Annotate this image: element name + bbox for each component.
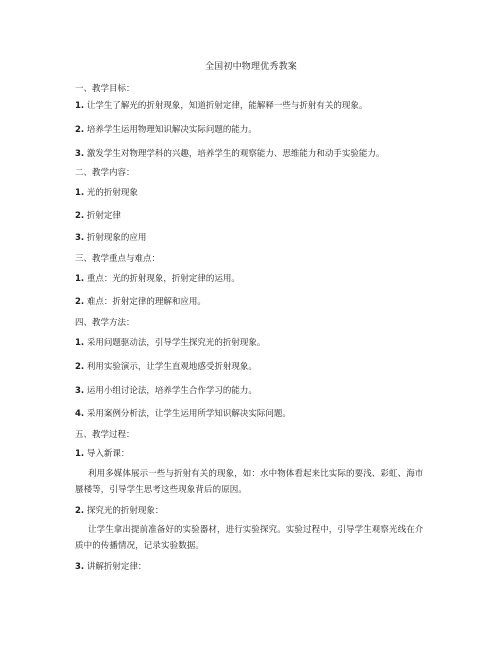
item-number: 2. bbox=[75, 211, 85, 221]
item-number: 1. bbox=[75, 188, 85, 198]
list-item bbox=[75, 408, 291, 420]
section-heading-key-points: 三、教学重点与难点： bbox=[75, 254, 161, 264]
paragraph-intro: 利用多媒体展示一些与折射有关的现象，如：水中物体看起来比实际的要浅、彩虹、海市蜃楼等，引导学生思考这些现象背后的原因。 bbox=[75, 469, 424, 495]
item-text: 利用实验演示，让学生直观地感受折射现象。 bbox=[86, 362, 257, 372]
item-text: 让学生了解光的折射现象，知道折射定律，能解释一些与折射有关的现象。 bbox=[86, 101, 368, 111]
item-number: 4. bbox=[75, 409, 85, 419]
document-title: 全国初中物理优秀教案 bbox=[204, 62, 297, 72]
section-heading-objectives: 一、教学目标： bbox=[75, 84, 135, 94]
item-number: 3. bbox=[75, 386, 85, 396]
section-heading-process: 五、教学过程： bbox=[75, 430, 135, 440]
item-number: 2. bbox=[75, 506, 85, 516]
item-text: 采用问题驱动法，引导学生探究光的折射现象。 bbox=[86, 338, 266, 348]
section-heading-methods: 四、教学方法： bbox=[75, 318, 135, 328]
list-item bbox=[75, 505, 163, 517]
item-text: 折射定律 bbox=[86, 211, 121, 221]
list-item bbox=[75, 561, 146, 573]
item-text: 讲解折射定律： bbox=[86, 562, 147, 572]
item-text: 难点：折射定律的理解和应用。 bbox=[86, 297, 206, 307]
list-item bbox=[75, 448, 129, 460]
item-text: 激发学生对物理学科的兴趣，培养学生的观察能力、思维能力和动手实验能力。 bbox=[86, 149, 385, 159]
list-item bbox=[75, 124, 257, 136]
list-item bbox=[75, 210, 121, 222]
item-text: 重点：光的折射现象，折射定律的运用。 bbox=[86, 274, 240, 284]
item-number: 1. bbox=[75, 274, 85, 284]
list-item bbox=[75, 187, 138, 199]
item-number: 2. bbox=[75, 297, 85, 307]
item-text: 运用小组讨论法，培养学生合作学习的能力。 bbox=[86, 386, 257, 396]
item-text: 导入新课： bbox=[86, 449, 130, 459]
list-item bbox=[75, 296, 206, 308]
item-text: 光的折射现象 bbox=[86, 188, 138, 198]
item-text: 探究光的折射现象： bbox=[86, 506, 164, 516]
list-item bbox=[75, 148, 384, 160]
item-number: 1. bbox=[75, 101, 85, 111]
list-item bbox=[75, 232, 146, 244]
item-number: 3. bbox=[75, 233, 85, 243]
item-number: 3. bbox=[75, 149, 85, 159]
item-number: 3. bbox=[75, 562, 85, 572]
item-number: 1. bbox=[75, 338, 85, 348]
list-item bbox=[75, 273, 240, 285]
item-text: 采用案例分析法，让学生运用所学知识解决实际问题。 bbox=[86, 409, 291, 419]
list-item bbox=[75, 337, 265, 349]
section-heading-content: 二、教学内容： bbox=[75, 168, 135, 178]
paragraph-experiment: 让学生拿出提前准备好的实验器材，进行实验探究。实验过程中，引导学生观察光线在介质中的传播情况，记录实验数据。 bbox=[75, 525, 424, 551]
list-item bbox=[75, 385, 257, 397]
item-number: 1. bbox=[75, 449, 85, 459]
item-number: 2. bbox=[75, 362, 85, 372]
list-item bbox=[75, 361, 257, 373]
item-text: 培养学生运用物理知识解决实际问题的能力。 bbox=[86, 125, 257, 135]
list-item bbox=[75, 100, 367, 112]
item-text: 折射现象的应用 bbox=[86, 233, 147, 243]
item-number: 2. bbox=[75, 125, 85, 135]
